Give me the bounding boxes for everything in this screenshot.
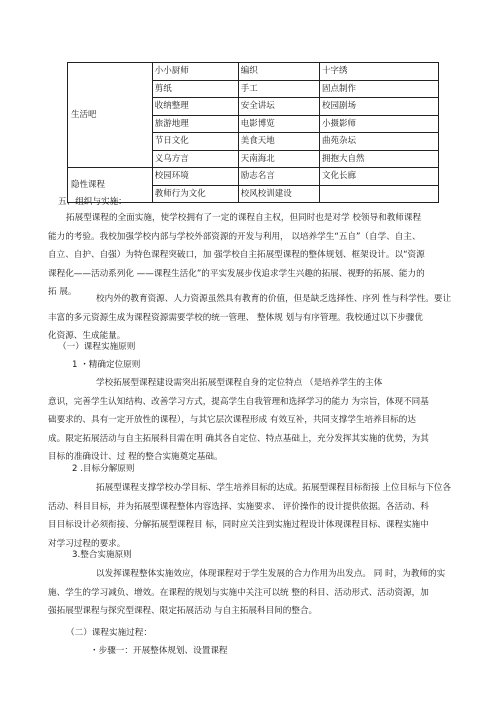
course-cell: 文化长廊	[320, 168, 439, 186]
course-cell: 小小厨师	[152, 63, 238, 81]
text-line: 丰富的多元资源生成为课程资源需要学校的统一管理、 整体规 划与有序管理。我校通过以下步骤优	[48, 312, 423, 323]
paragraph-2	[48, 290, 478, 346]
paragraph-5	[48, 565, 478, 621]
course-cell: 校园环境	[152, 168, 238, 186]
course-cell: 安全讲坛	[238, 98, 319, 116]
text-line: 自立、自护、自强）为特色课程突破口，加 强学校自主拓展型课程的整体规划、框架设计。以“资源	[48, 250, 425, 261]
text-line: 施、学生的学习减负、增效。在课程的规划与实施中关注可以统 整的科目、活动形式、活动资源，加	[48, 587, 429, 598]
text-line: 以发挥课程整体实施效应，体现课程对于学生发展的合力作用为出发点。 同 时，为教师的实	[96, 569, 446, 579]
text-line: 化资源、生成能量。	[48, 331, 126, 342]
course-table	[67, 62, 439, 203]
course-cell: 手工	[238, 80, 319, 98]
step-1: ・步骤一：开展整体规划、设置课程	[90, 646, 228, 656]
course-cell: 旅游地理	[152, 115, 238, 133]
text-line: 课程化——活动系列化 ——课程生活化”的平实发展步伐追求学生兴趣的拓展、视野的拓展、能力的	[48, 268, 425, 279]
text-line: 能力的考验。我校加强学校内部与学校外部资源的开发与利用， 以培养学生“五自”（自学、自主、	[48, 231, 421, 242]
table-row	[68, 168, 439, 186]
text-line: 意识，完善学生认知结构、改善学习方式，提高学生自我管理和选择学习的能力 为宗旨，体现不同基	[48, 396, 429, 407]
course-cell	[320, 185, 439, 203]
text-line: 拓展型课程的全面实施，使学校拥有了一定的课程自主权，但同时也是对学 校领导和教师课程	[66, 213, 422, 223]
course-cell: 剪纸	[152, 80, 238, 98]
text-line: 校内外的教育资源、人力资源虽然具有教育的价值，但是缺乏选择性、序列 性与科学性。要让	[96, 294, 452, 304]
course-cell: 节日文化	[152, 133, 238, 151]
course-cell: 小摄影师	[320, 115, 439, 133]
text-line: 础要求的、具有一定开放性的课程），与其它层次课程形成 有效互补，共同支撑学生培养目标的达	[48, 415, 416, 426]
category-cell: 隐性课程	[68, 168, 153, 203]
text-line: 活动、科目目标，并为拓展型课程整体内容选择、实施要求、 评价操作的设计提供依据。各活动、科	[48, 501, 429, 512]
text-line: 强拓展型课程与探究型课程、限定拓展活动 与自主拓展科目间的整合。	[48, 606, 318, 617]
course-cell: 校风校训建设	[238, 185, 319, 203]
text-line: 拓展型课程支撑学校办学目标、学生培养目标的达成。拓展型课程目标衔接 上位目标与下位各	[96, 483, 452, 493]
section-heading: 五、组织与实施：	[58, 197, 127, 207]
principle-2-title: 2 .目标分解原则	[72, 464, 135, 474]
text-line: 对学习过程的要求。	[48, 538, 126, 549]
course-cell: 教师行为文化	[152, 185, 238, 203]
course-cell: 曲苑杂坛	[320, 133, 439, 151]
paragraph-4	[48, 479, 478, 553]
course-cell: 编织	[238, 63, 319, 81]
text-line: 目标的准确设计、过 程的整合实施奠定基础。	[48, 452, 223, 463]
paragraph-3	[48, 374, 478, 467]
course-cell: 励志名言	[238, 168, 319, 186]
course-cell: 拥抱大自然	[320, 150, 439, 168]
category-cell: 生活吧	[68, 63, 153, 168]
course-cell: 固点制作	[320, 80, 439, 98]
subheading-principles: （一）课程实施原则	[58, 342, 136, 352]
text-line: 成。限定拓展活动与自主拓展科目需在明 确其各自定位、特点基础上，充分发挥其实施的优势，为其	[48, 433, 429, 444]
course-cell: 校园剧场	[320, 98, 439, 116]
course-cell: 美食天地	[238, 133, 319, 151]
subheading-process: （二）课程实施过程：	[66, 628, 152, 638]
course-cell: 天南海北	[238, 150, 319, 168]
text-line: 拓 展。	[48, 287, 77, 298]
course-cell: 收纳整理	[152, 98, 238, 116]
course-cell: 义乌方言	[152, 150, 238, 168]
table-row	[68, 63, 439, 81]
principle-1-title: 1 ・精确定位原则	[72, 360, 141, 370]
text-line: 目目标设计必须衔接、分解拓展型课程目 标，同时应关注到实施过程设计体现课程目标、课程实施中	[48, 520, 429, 531]
paragraph-1	[48, 209, 478, 302]
course-cell: 电影博览	[238, 115, 319, 133]
course-cell: 十字绣	[320, 63, 439, 81]
principle-3-title: 3.整合实施原则	[72, 550, 132, 560]
text-line: 学校拓展型课程建设需突出拓展型课程自身的定位特点 （是培养学生的主体	[96, 378, 383, 388]
